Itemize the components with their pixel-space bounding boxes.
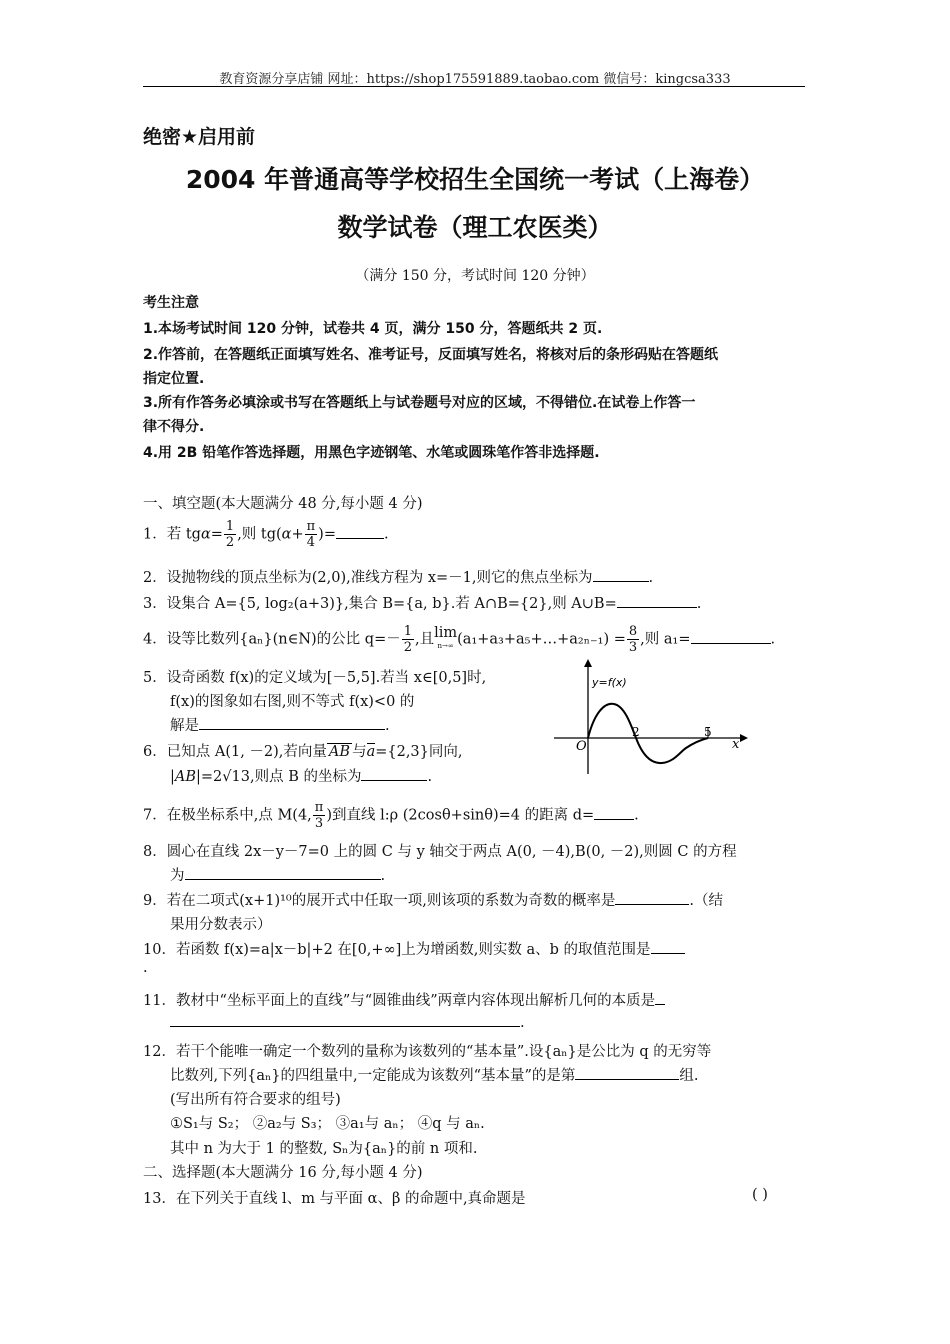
tick-label: 5 [704, 725, 712, 739]
question-3: 3．设集合 A={5, log₂(a+3)},集合 B={a, b}.若 A∩B={2},则 A∪B= . [143, 592, 701, 613]
notice-item: 3.所有作答务必填涂或书写在答题纸上与试卷题号对应的区域，不得错位.在试卷上作答一 [143, 395, 696, 411]
tick-label: 2 [632, 725, 640, 739]
function-graph [552, 656, 752, 776]
answer-blank[interactable] [691, 629, 771, 644]
question-number: 5． [143, 670, 167, 686]
question-12-options: ①S₁与 S₂； ②a₂与 S₃； ③a₁与 aₙ； ④q 与 aₙ. [170, 1116, 485, 1132]
answer-blank[interactable] [575, 1065, 679, 1080]
fraction: $\frac{1}{2}$ [403, 624, 412, 655]
question-11: 11．教材中“坐标平面上的直线”与“圆锥曲线”两章内容体现出解析几何的本质是 [143, 989, 665, 1010]
function-label: y=f(x) [592, 676, 627, 689]
y-axis-arrow [584, 659, 592, 667]
notice-item: 1.本场考试时间 120 分钟，试卷共 4 页，满分 150 分，答题纸共 2 页. [143, 321, 603, 337]
section-heading: 一、填空题(本大题满分 48 分,每小题 4 分) [143, 496, 423, 512]
answer-blank[interactable] [361, 766, 427, 781]
question-5-line: f(x)的图象如右图,则不等式 f(x)<0 的 [170, 694, 415, 710]
section-heading: 二、选择题(本大题满分 16 分,每小题 4 分) [143, 1165, 423, 1181]
question-number: 3． [143, 596, 167, 612]
question-number: 2． [143, 570, 167, 586]
question-number: 12． [143, 1044, 176, 1060]
vector-a: a [366, 744, 376, 760]
question-number: 6． [143, 744, 167, 760]
question-number: 7． [143, 807, 167, 824]
answer-blank[interactable] [651, 939, 685, 954]
question-7: 7．在极坐标系中,点 M(4, $\frac{\pi}{3}$ )到直线 l:ρ (2cosθ+sinθ)=4 的距离 d= . [143, 800, 639, 831]
question-13: 13．在下列关于直线 l、m 与平面 α、β 的命题中,真命题是 [143, 1191, 526, 1207]
answer-blank[interactable] [615, 890, 689, 905]
answer-parentheses[interactable]: ( ) [752, 1187, 768, 1203]
answer-blank[interactable] [617, 593, 697, 608]
secret-label: 绝密★启用前 [143, 126, 256, 148]
answer-blank[interactable] [199, 715, 385, 730]
vector-magnitude: |AB| [170, 769, 201, 785]
question-2: 2．设抛物线的顶点坐标为(2,0),准线方程为 x=－1,则它的焦点坐标为 . [143, 566, 653, 587]
question-9-line: 果用分数表示） [170, 917, 272, 933]
exam-duration: （满分 150 分，考试时间 120 分钟） [355, 268, 595, 284]
question-5-line: 解是 . [170, 714, 390, 735]
notice-item: 2.作答前，在答题纸正面填写姓名、准考证号，反面填写姓名，将核对后的条形码贴在答题纸 [143, 347, 719, 363]
question-6-line: |AB|=2√13,则点 B 的坐标为 . [170, 765, 432, 786]
x-axis-label: x [732, 737, 740, 752]
x-axis-arrow [740, 734, 748, 742]
question-8: 8．圆心在直线 2x－y－7=0 上的圆 C 与 y 轴交于两点 A(0, －4),B(0, －2),则圆 C 的方程 [143, 844, 737, 860]
exam-subject-title: 数学试卷（理工农医类） [337, 213, 613, 242]
answer-blank[interactable] [170, 1012, 520, 1027]
origin-label: O [576, 739, 587, 754]
question-10: 10．若函数 f(x)=a|x－b|+2 在[0,+∞]上为增函数,则实数 a、b 的取值范围是 [143, 938, 685, 959]
answer-blank[interactable] [336, 524, 384, 539]
question-number: 9． [143, 893, 167, 909]
fraction: $\frac{\pi}{4}$ [306, 519, 316, 550]
question-8-line: 为 . [170, 864, 385, 885]
question-12-line: (写出所有符合要求的组号) [170, 1092, 341, 1108]
answer-blank[interactable] [594, 805, 634, 820]
notice-item: 指定位置. [143, 371, 205, 387]
fraction: $\frac{8}{3}$ [628, 624, 638, 655]
header-rule [143, 86, 805, 87]
exam-title: 2004 年普通高等学校招生全国统一考试（上海卷） [185, 165, 765, 194]
question-number: 10． [143, 942, 176, 958]
limit-operator: lim n→∞ [434, 624, 458, 650]
notice-item: 律不得分. [143, 419, 205, 435]
question-number: 13． [143, 1191, 176, 1207]
question-number: 1． [143, 526, 167, 543]
question-number: 11． [143, 993, 176, 1009]
question-12-line: 其中 n 为大于 1 的整数, Sₙ为{aₙ}的前 n 项和. [170, 1141, 478, 1157]
function-curve [588, 704, 708, 763]
question-number: 8． [143, 844, 167, 860]
question-6: 6．已知点 A(1, －2),若向量 AB 与a={2,3}同向, [143, 744, 463, 760]
fraction: $\frac{\pi}{3}$ [314, 800, 324, 831]
fraction: $\frac{1}{2}$ [225, 519, 235, 550]
question-12-line: 比数列,下列{aₙ}的四组量中,一定能成为该数列“基本量”的是第 组. [170, 1064, 699, 1085]
vector-ab: AB [328, 744, 351, 760]
question-12: 12．若干个能唯一确定一个数列的量称为该数列的“基本量”.设{aₙ}是公比为 q 的无穷等 [143, 1044, 712, 1060]
page-header: 教育资源分享店铺 网址：https://shop175591889.taobao.com 微信号：kingcsa333 [219, 72, 731, 87]
question-11-line: . [170, 1012, 525, 1031]
question-10-end: . [143, 960, 148, 976]
notice-item: 4.用 2B 铅笔作答选择题，用黑色字迹钢笔、水笔或圆珠笔作答非选择题. [143, 445, 600, 461]
question-4: 4．设等比数列{aₙ}(n∈N)的公比 q=－ $\frac{1}{2}$ ,且 lim n→∞ (a₁+a₃+a₅+…+a₂ₙ₋₁) = $\frac{8}{3}$ ,则 a₁= . [143, 624, 776, 655]
question-number: 4． [143, 631, 167, 648]
answer-blank[interactable] [185, 865, 381, 880]
answer-blank[interactable] [593, 567, 649, 582]
question-5: 5．设奇函数 f(x)的定义域为[－5,5].若当 x∈[0,5]时, [143, 670, 487, 686]
answer-blank[interactable] [655, 990, 665, 1005]
question-9: 9．若在二项式(x+1)¹⁰的展开式中任取一项,则该项的系数为奇数的概率是 .（结 [143, 889, 723, 910]
notice-heading: 考生注意 [143, 295, 199, 311]
question-1: 1．若 tgα= $\frac{1}{2}$ ,则 tg(α+ $\frac{\pi}{4}$ )= . [143, 519, 389, 550]
